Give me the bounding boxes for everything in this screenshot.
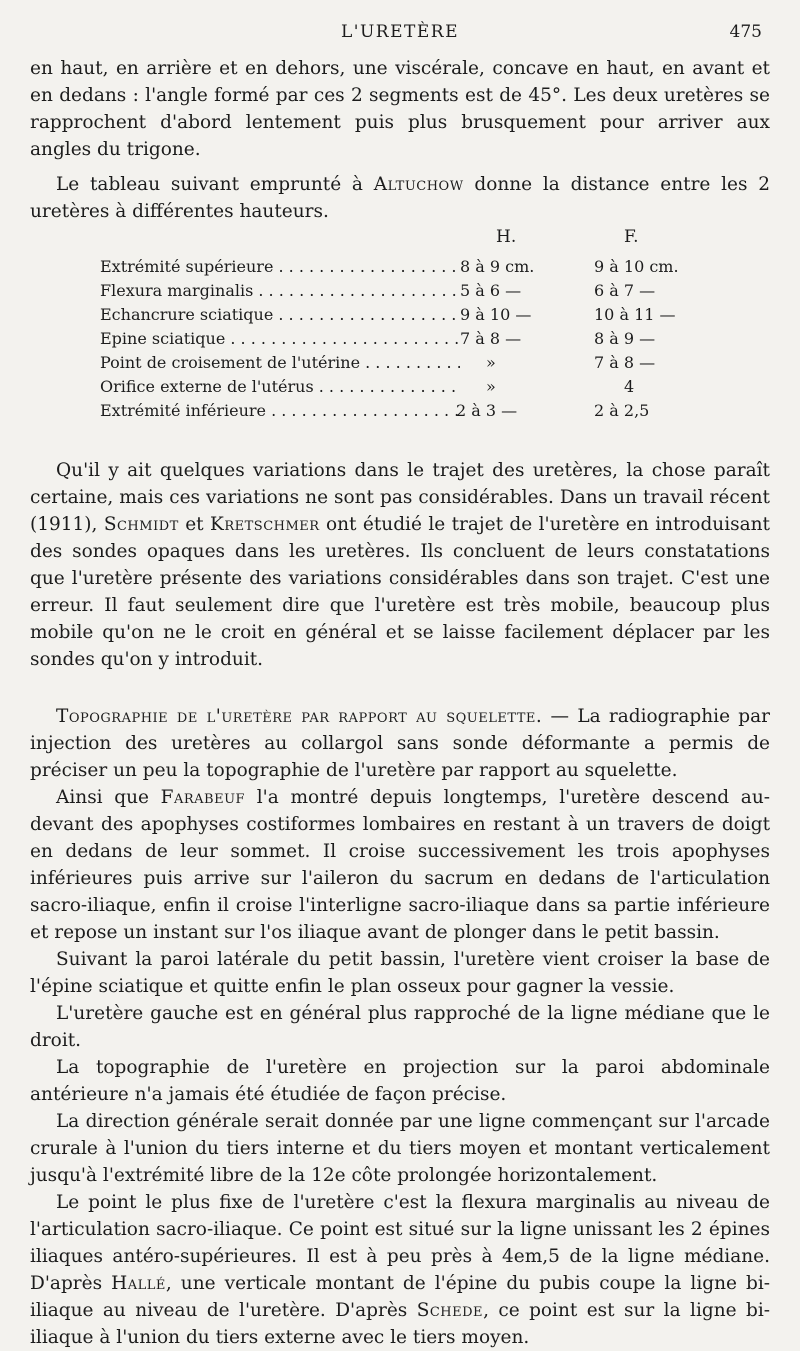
paragraph-9: La direction générale serait donnée par une ligne commençant sur l'arcade crurale à l'union du tiers interne et du tiers moyen et montant verticalement jusqu'à l'extrémité libre de la 12e côte prolongée horizontalement. <box>30 1111 770 1186</box>
row-label: Extrémité supérieure . . . <box>100 257 460 276</box>
row-label: Point de croisement de l'utérine . . . <box>100 353 460 372</box>
author-name: Schede <box>416 1300 484 1321</box>
paragraph-3 <box>30 457 770 673</box>
row-value-h: » <box>486 353 496 372</box>
section-heading: Topographie de l'uretère par rapport au squelette. <box>56 706 543 727</box>
row-value-h: 9 à 10 — <box>460 305 532 324</box>
paragraph-2-text-b: donne la distance entre les 2 uretères à différentes hauteurs. <box>30 174 770 222</box>
row-value-h: 8 à 9 cm. <box>460 257 535 276</box>
paragraph-4-text: — La radiographie par injection des uretères au collargol sans sonde déformante a permis de préciser un peu la topographie de l'uretère par rapport au squelette. <box>30 706 770 781</box>
running-title: L'URETÈRE <box>341 22 459 42</box>
table-header-h: H. <box>496 227 517 247</box>
paragraph-2 <box>30 171 770 225</box>
row-value-f: 2 à 2,5 <box>594 401 650 420</box>
row-value-f: 9 à 10 cm. <box>594 257 679 276</box>
distance-table <box>30 225 770 435</box>
paragraph-5-text-b: l'a montré depuis longtemps, l'uretère descend au-devant des apophyses costiformes lombaires en restant à un travers de doigt en dedans de leur sommet. Il croise successivement les trois apophyses inférieures puis arrive sur l'aileron du sacrum en dedans de l'articulation sacro-iliaque, enfin il croise l'interligne sacro-iliaque dans sa partie inférieure et repose un instant sur l'os iliaque avant de plonger dans le petit bassin. <box>30 787 770 943</box>
paragraph-10 <box>30 1189 770 1351</box>
row-value-f: 8 à 9 — <box>594 329 656 348</box>
row-value-f: 7 à 8 — <box>594 353 656 372</box>
row-label: Epine sciatique . . . <box>100 329 460 348</box>
row-value-f: 4 <box>624 377 635 396</box>
row-value-f: 10 à 11 — <box>594 305 676 324</box>
running-header <box>0 22 800 48</box>
row-value-h: » <box>486 377 496 396</box>
row-label: Flexura marginalis . . . <box>100 281 460 300</box>
paragraph-5 <box>30 784 770 946</box>
paragraph-3-text-c: ont étudié le trajet de l'uretère en introduisant des sondes opaques dans les uretères. Ils concluent de leurs constatations que l'uretère présente des variations considérables dans son trajet. C'est une erreur. Il faut seulement dire que l'uretère est très mobile, beaucoup plus mobile qu'on ne le croit en général et se laisse facilement déplacer par les sondes qu'on y introduit. <box>30 514 770 670</box>
author-name: Altuchow <box>373 174 464 195</box>
paragraph-8: La topographie de l'uretère en projection sur la paroi abdominale antérieure n'a jamais été étudiée de façon précise. <box>30 1057 770 1105</box>
paragraph-10-text-a: Le point le plus fixe de l'uretère c'est la flexura marginalis au niveau de l'articulation sacro-iliaque. Ce point est situé sur la ligne unissant les 2 épines iliaques antéro-supérieures. Il est à peu près à 4em,5 de la ligne médiane. D'après <box>30 1192 770 1294</box>
paragraph-1: en haut, en arrière et en dehors, une viscérale, concave en haut, en avant et en dedans : l'angle formé par ces 2 segments est de 45°. Les deux uretères se rapprochent d'abord lentement puis plus brusquement pour arriver aux angles du trigone. <box>30 58 770 160</box>
page-number: 475 <box>729 22 762 42</box>
row-value-f: 6 à 7 — <box>594 281 656 300</box>
row-value-h: 5 à 6 — <box>460 281 522 300</box>
table-header-f: F. <box>624 227 639 247</box>
row-label: Extrémité inférieure . . . <box>100 401 460 420</box>
author-name: Kretschmer <box>210 514 320 535</box>
paragraph-3-text-b: et <box>178 514 211 535</box>
paragraph-7: L'uretère gauche est en général plus rapproché de la ligne médiane que le droit. <box>30 1003 770 1051</box>
row-value-h: 2 à 3 — <box>456 401 518 420</box>
page-body <box>30 55 770 1351</box>
author-name: Farabeuf <box>160 787 246 808</box>
paragraph-10-text-b: , une verticale montant de l'épine du pubis coupe la ligne bi-iliaque au niveau de l'uretère. D'après <box>30 1273 770 1321</box>
row-value-h: 7 à 8 — <box>460 329 522 348</box>
paragraph-5-text-a: Ainsi que <box>56 787 161 808</box>
paragraph-10-text-c: , ce point est sur la ligne bi-iliaque à l'union du tiers externe avec le tiers moyen. <box>30 1300 770 1348</box>
row-label: Echancrure sciatique . . . <box>100 305 460 324</box>
author-name: Schmidt <box>103 514 179 535</box>
author-name: Hallé <box>111 1273 166 1294</box>
paragraph-2-text-a: Le tableau suivant emprunté à <box>56 174 374 195</box>
paragraph-3-text-a: Qu'il y ait quelques variations dans le trajet des uretères, la chose paraît certaine, mais ces variations ne sont pas considérables. Dans un travail récent (1911), <box>30 460 770 535</box>
row-label: Orifice externe de l'utérus . . . <box>100 377 460 396</box>
paragraph-4 <box>30 703 770 784</box>
paragraph-6: Suivant la paroi latérale du petit bassin, l'uretère vient croiser la base de l'épine sciatique et quitte enfin le plan osseux pour gagner la vessie. <box>30 949 770 997</box>
